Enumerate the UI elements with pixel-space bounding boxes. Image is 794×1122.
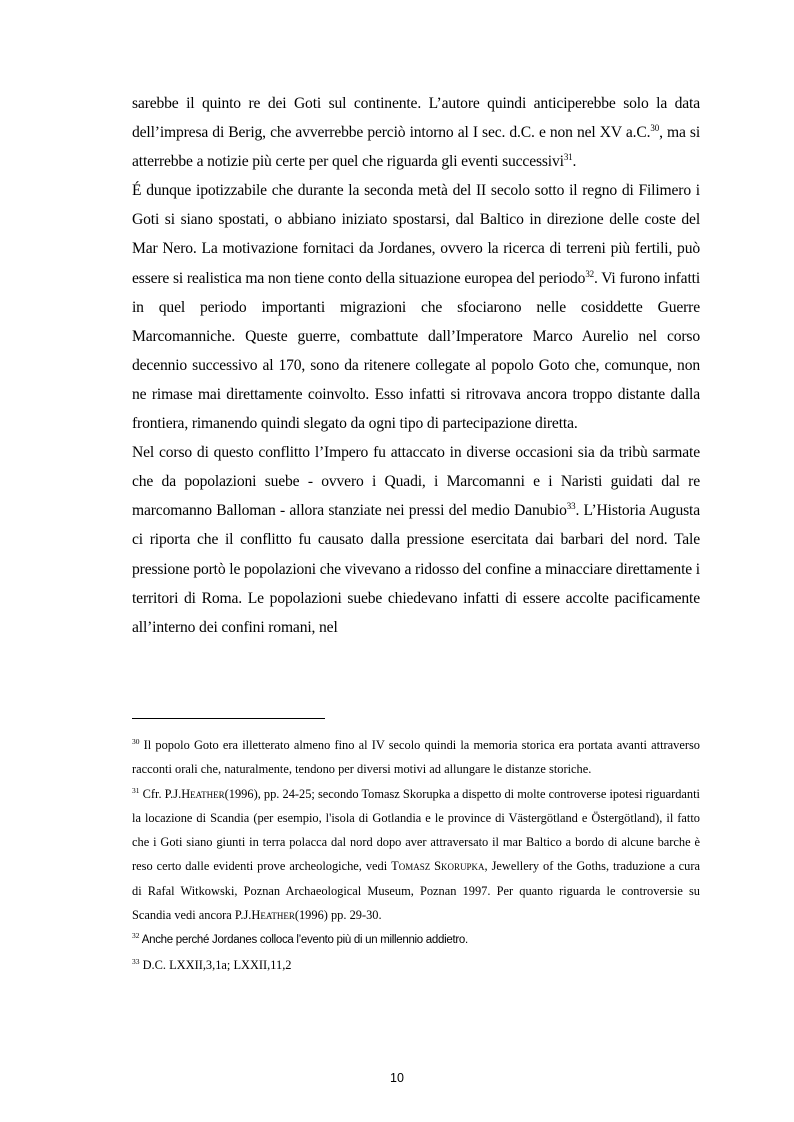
footnote-ref-30[interactable]: 30 <box>650 122 660 133</box>
footnote-text: (1996), pp. 24-25; secondo Tomasz Skorupka a dispetto di molte controverse ipotesi riguardanti la locazione di Scandia (per esempio, l'isola di Gotlandia e le province di Västergötland e Östergötland), il fatto che i Goti siano giunti in terra polacca dal nord dopo aver attraversato il mar Baltico a bordo di alcune barche è reso certo dalle evidenti prove archeologiche, vedi <box>132 786 700 874</box>
footnote-31 <box>132 782 700 928</box>
paragraph-1-text-c: . <box>572 153 577 171</box>
footnote-separator <box>132 718 325 719</box>
footnote-32 <box>132 927 700 952</box>
paragraph-3-text-a: Nel corso di questo conflitto l’Impero fu attaccato in diverse occasioni sia da tribù sarmate che da popolazioni suebe - ovvero i Quadi, i Marcomanni e i Naristi guidati dal re marcomanno Balloman - allora stanziate nei pressi del medio Danubio <box>132 444 700 520</box>
footnote-ref-31[interactable]: 31 <box>563 152 573 162</box>
footnote-text: , Jewellery of the Goths, traduzione a cura di Rafal Witkowski, Poznan Archaeological Museum, Poznan 1997. Per quanto riguarda le controversie su Scandia vedi ancora P.J. <box>132 859 700 923</box>
author-name: Heather <box>251 908 295 923</box>
paragraph-3 <box>132 438 700 642</box>
footnote-number: 30 <box>132 736 140 746</box>
footnote-number: 33 <box>132 956 140 966</box>
paragraph-1-text-b: , ma si atterrebbe a notizie più certe per quel che riguarda gli eventi successivi <box>132 124 700 171</box>
paragraph-2 <box>132 176 700 438</box>
footnote-number: 32 <box>132 931 140 941</box>
author-name: Heather <box>181 786 225 801</box>
author-name: Tomasz Skorupka <box>391 859 485 874</box>
footnote-30 <box>132 733 700 782</box>
page-number: 10 <box>390 1071 404 1085</box>
footnote-ref-32[interactable]: 32 <box>585 268 595 279</box>
footnote-text: Cfr. P.J. <box>139 786 182 801</box>
footnote-text: Il popolo Goto era illetterato almeno fino al IV secolo quindi la memoria storica era portata avanti attraverso racconti orali che, naturalmente, tendono per diversi motivi ad allungare le distanze storiche. <box>132 738 700 777</box>
footnote-text: D.C. LXXII,3,1a; LXXII,11,2 <box>139 957 292 972</box>
footnote-33 <box>132 953 700 977</box>
paragraph-1 <box>132 89 700 176</box>
paragraph-1-text-a: sarebbe il quinto re dei Goti sul continente. L’autore quindi anticiperebbe solo la data dell’impresa di Berig, che avverrebbe perciò intorno al I sec. d.C. e non nel XV a.C. <box>132 95 700 142</box>
paragraph-2-text-a: É dunque ipotizzabile che durante la seconda metà del II secolo sotto il regno di Filimero i Goti si siano spostati, o abbiano iniziato spostarsi, dal Baltico in direzione delle coste del Mar Nero. La motivazione fornitaci da Jordanes, ovvero la ricerca di terreni più fertili, può essere si realistica ma non tiene conto della situazione europea del periodo <box>132 182 700 287</box>
footnote-ref-33[interactable]: 33 <box>566 501 576 512</box>
paragraph-2-text-b: . Vi furono infatti in quel periodo importanti migrazioni che sfociarono nelle cosiddette Guerre Marcomanniche. Queste guerre, combattute dall’Imperatore Marco Aurelio nel corso decennio successivo al 170, sono da ritenere collegate al popolo Goto che, comunque, non ne rimase mai direttamente coinvolto. Esso infatti si ritrovava ancora troppo distante dalla frontiera, rimanendo quindi slegato da ogni tipo di partecipazione diretta. <box>132 269 700 433</box>
footnote-number: 31 <box>132 785 140 795</box>
footnotes <box>132 733 700 977</box>
paragraph-3-text-b: . L’Historia Augusta ci riporta che il conflitto fu causato dalla pressione esercitata dai barbari del nord. Tale pressione portò le popolazioni che vivevano a ridosso del confine a minacciare direttamente i territori di Roma. Le popolazioni suebe chiedevano infatti di essere accolte pacificamente all’interno dei confini romani, nel <box>132 502 700 636</box>
body-text <box>132 89 700 642</box>
footnote-text: Anche perché Jordanes colloca l’evento più di un millennio addietro. <box>139 934 468 947</box>
footnote-text: (1996) pp. 29-30. <box>294 908 382 923</box>
